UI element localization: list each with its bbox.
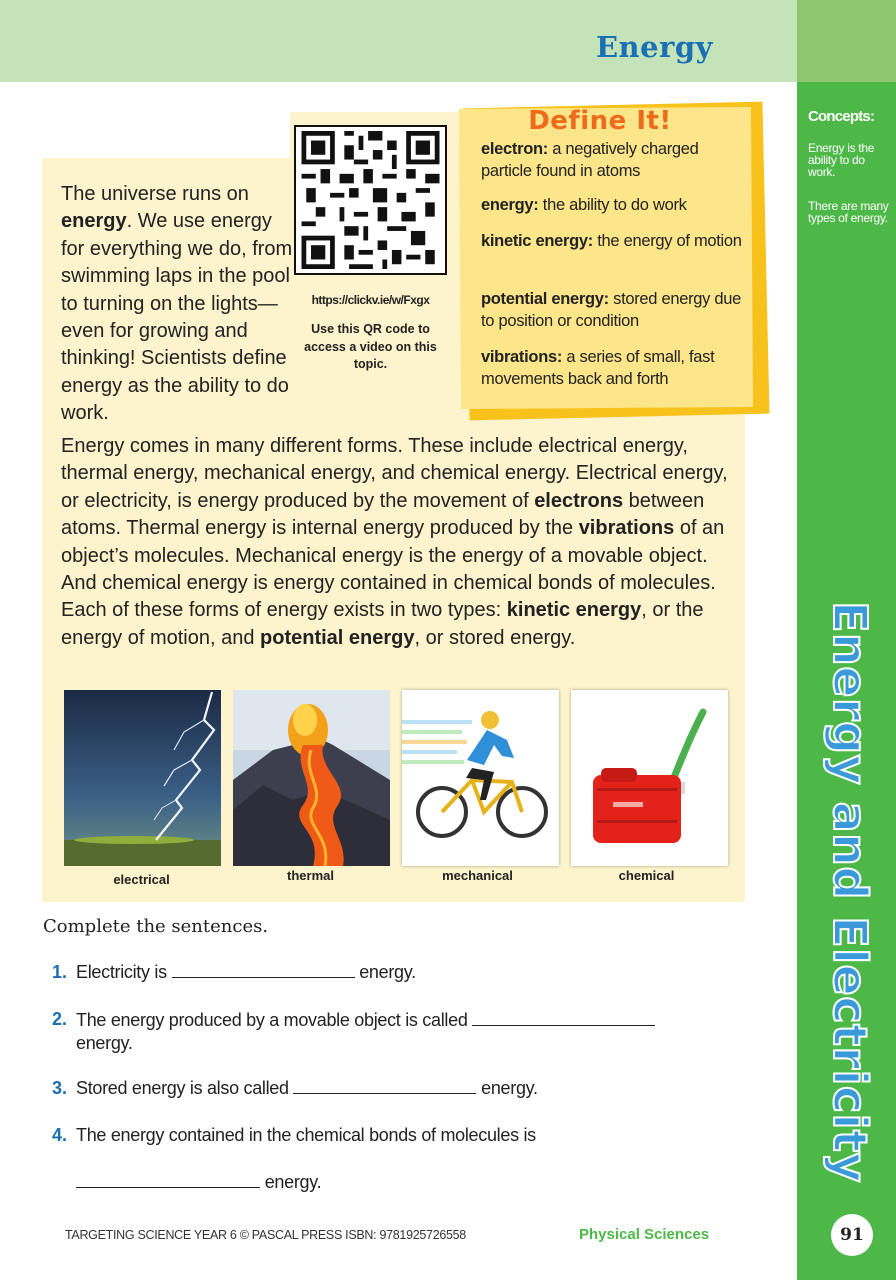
page-number: 91 — [831, 1214, 873, 1256]
qr-code-icon — [300, 131, 441, 269]
intro-paragraph: The universe runs on energy. We use energy for everything we do, from swimming laps in the pool to turning on the lights— even for growing and thinking! Scientists define energy as the ability to do work. — [61, 183, 293, 425]
fuel-can-icon — [571, 690, 728, 866]
definition-item: kinetic energy: the energy of motion — [481, 232, 742, 250]
concepts-heading: Concepts: — [808, 108, 875, 125]
header-band — [0, 0, 797, 82]
question-number: 1. — [52, 962, 68, 982]
sidebar-top — [797, 0, 896, 82]
question-number: 3. — [52, 1078, 68, 1098]
volcano-icon — [233, 690, 390, 866]
caption-mechanical: mechanical — [442, 868, 513, 883]
qr-code[interactable] — [294, 125, 447, 275]
page-title: Energy — [595, 30, 713, 64]
qr-note: Use this QR code to access a video on this topic. — [304, 322, 437, 371]
exercise-instruction: Complete the sentences. — [43, 916, 269, 937]
caption-electrical: electrical — [113, 872, 170, 887]
concept-item: There are many types of energy. — [808, 199, 889, 225]
question-1: Electricity is energy. — [76, 962, 416, 982]
footer-credit: TARGETING SCIENCE YEAR 6 © PASCAL PRESS ISBN: 9781925726558 — [65, 1228, 466, 1242]
caption-chemical: chemical — [618, 868, 675, 883]
question-number: 2. — [52, 1009, 68, 1029]
unit-title-vertical: Energy and Electricity — [823, 601, 877, 1183]
lightning-icon — [64, 690, 221, 866]
concept-item: Energy is the ability to do work. — [808, 141, 875, 179]
question-number: 4. — [52, 1125, 68, 1145]
define-it-title: Define It! — [528, 106, 672, 136]
question-2: The energy produced by a movable object is called energy. — [76, 1009, 726, 1055]
question-4: The energy contained in the chemical bonds of molecules is — [76, 1125, 536, 1145]
caption-thermal: thermal — [287, 868, 334, 883]
definition-item: energy: the ability to do work — [481, 196, 687, 214]
definition-item: electron: a negatively charged particle found in atoms — [481, 140, 699, 180]
question-4-line: energy. — [76, 1172, 321, 1193]
answer-blank-4[interactable] — [76, 1174, 260, 1188]
question-3: Stored energy is also called energy. — [76, 1078, 538, 1098]
definition-item: vibrations: a series of small, fast movements back and forth — [481, 348, 715, 388]
body-paragraph: Energy comes in many different forms. These include electrical energy, thermal energy, mechanical energy, and chemical energy. Electrical energy, or electricity, is energy produced by the movement of electrons between atoms. Thermal energy is internal energy produced by the vibrations of an object’s molecules. Mechanical energy is the energy of a movable object. And chemical energy is energy contained in chemical bonds of molecules. Each of these forms of energy exists in two types: kinetic energy, or the energy of motion, and potential energy, or stored energy. — [61, 435, 728, 649]
qr-url-link[interactable]: https://clickv.ie/w/Fxgx — [311, 293, 430, 307]
answer-blank-1[interactable] — [172, 964, 355, 978]
definition-item: potential energy: stored energy due to position or condition — [481, 290, 742, 330]
cyclist-icon — [402, 690, 559, 866]
answer-blank-2[interactable] — [472, 1012, 655, 1026]
answer-blank-3[interactable] — [293, 1080, 476, 1094]
footer-section: Physical Sciences — [579, 1226, 710, 1243]
